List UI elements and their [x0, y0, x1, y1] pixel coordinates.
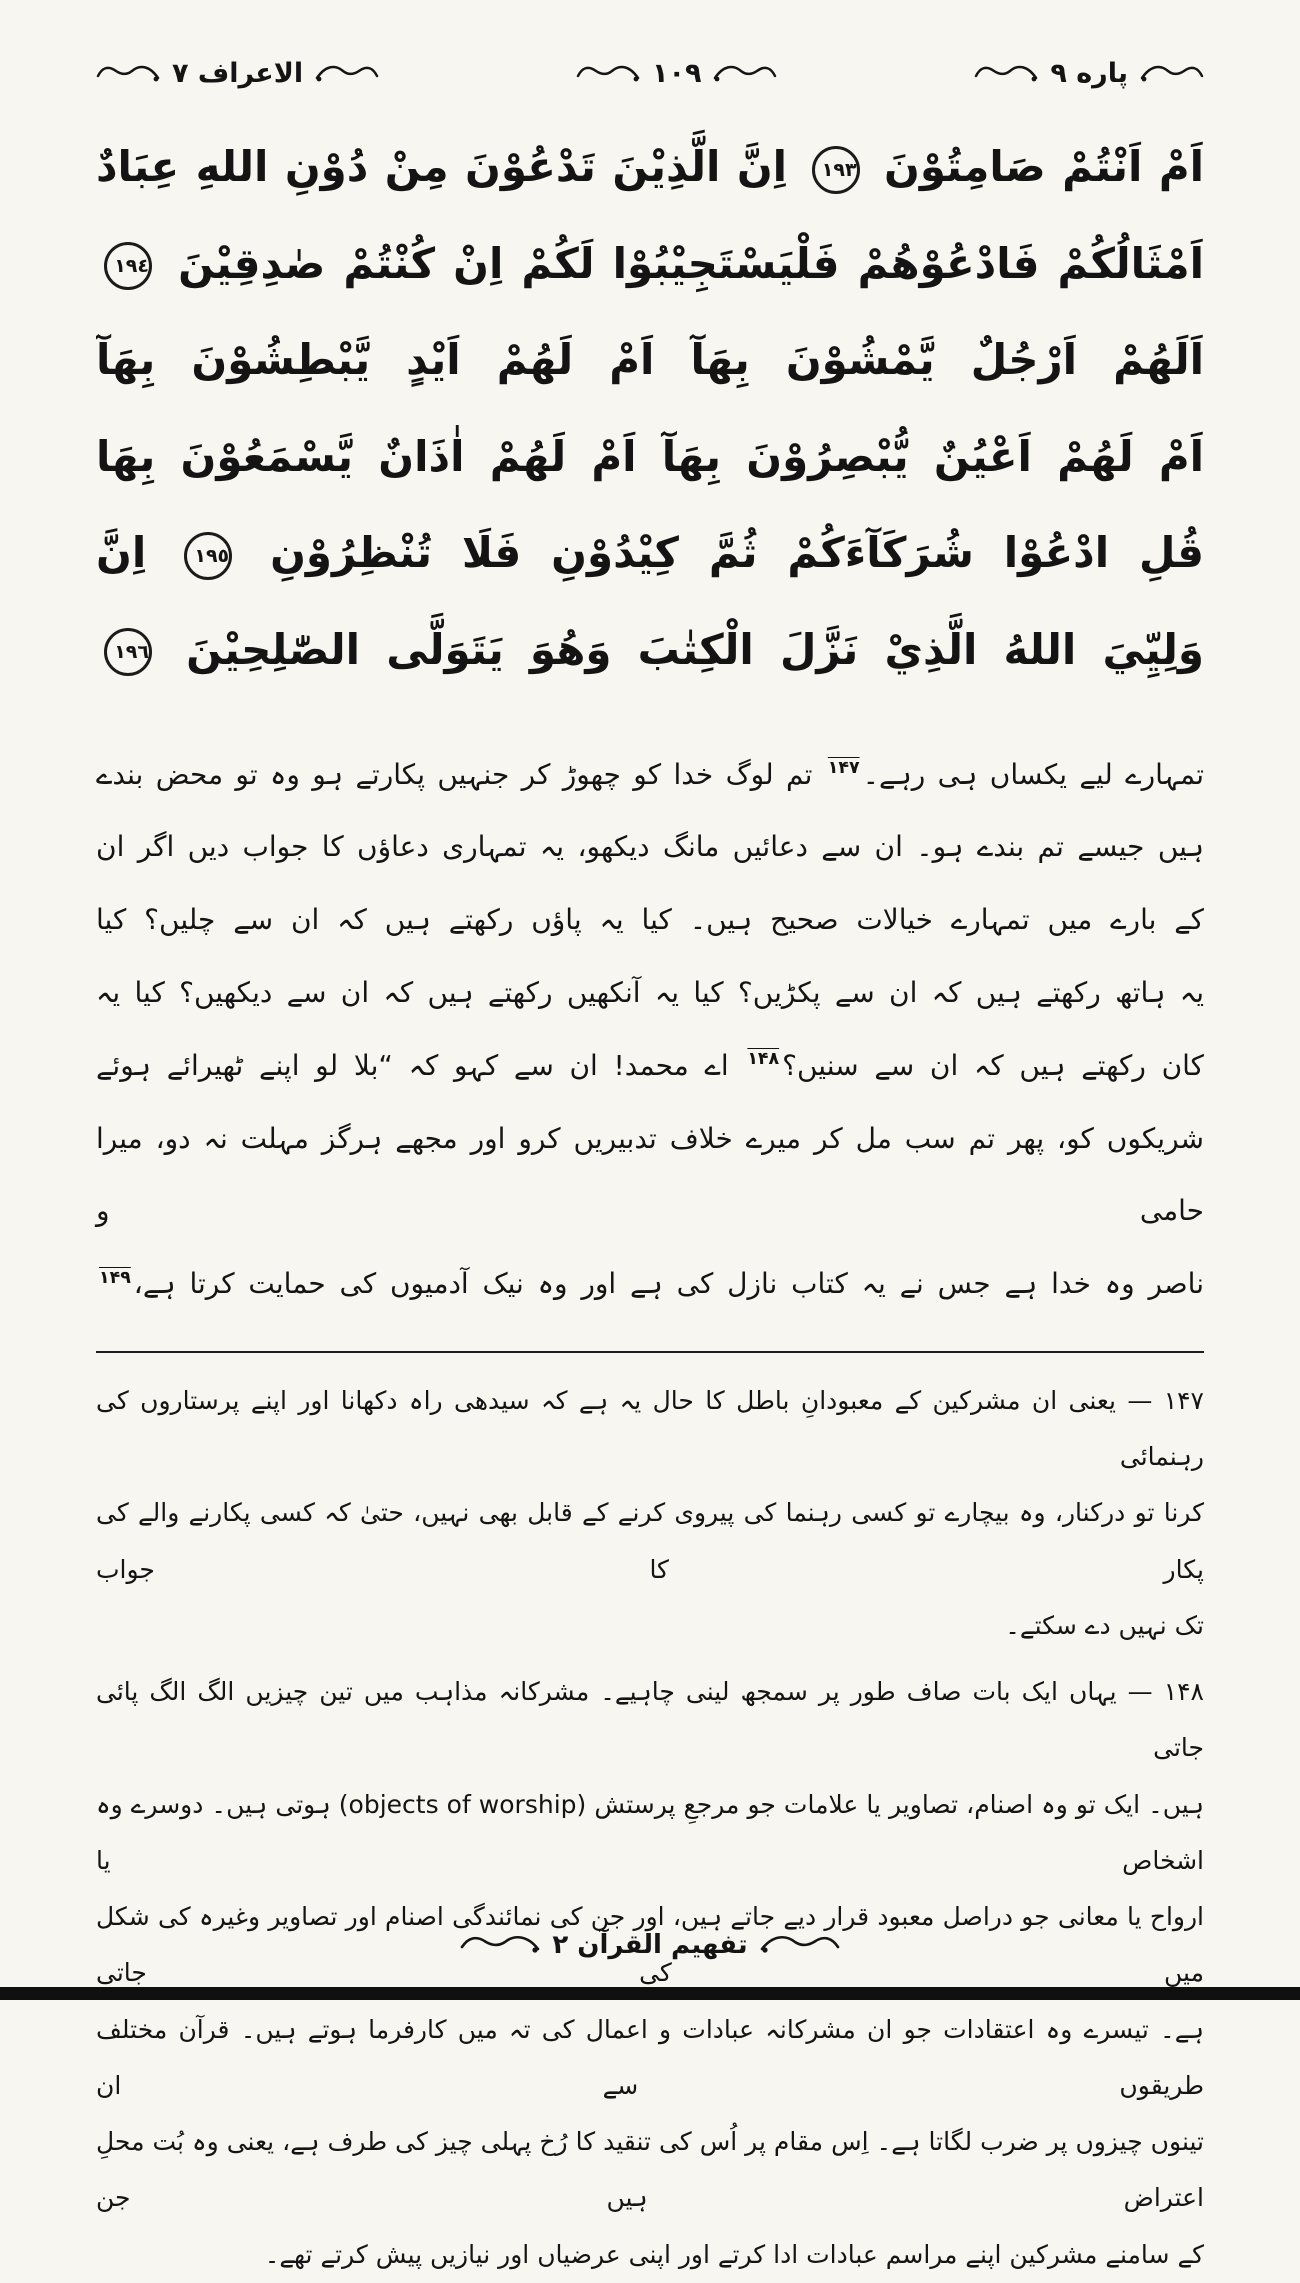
quran-line: [96, 505, 1204, 602]
verse-number-badge: ١٩٥: [184, 532, 232, 580]
flourish-icon: [460, 1933, 540, 1957]
footnote-ref: ۱۴۹: [99, 1267, 131, 1288]
quran-line: [96, 409, 1204, 506]
para-cartouche: [974, 58, 1204, 89]
footnote-line: ۱۴۸ — یہاں ایک بات صاف طور پر سمجھ لینی چاہیے۔ مشرکانہ مذاہب میں تین چیزیں الگ الگ پائی جاتی: [96, 1677, 1204, 1763]
translation-text: اے محمد! ان سے کہو کہ “بلا لو اپنے ٹھیرائے ہوئے: [96, 1048, 729, 1082]
urdu-translation-section: [96, 739, 1204, 1321]
quran-line: [96, 216, 1204, 313]
translation-line: [96, 1248, 1204, 1321]
translation-line: [96, 811, 1204, 884]
translation-text: یہ ہاتھ رکھتے ہیں کہ ان سے پکڑیں؟ کیا یہ آنکھیں رکھتے ہیں کہ ان سے دیکھیں؟ کیا یہ: [96, 975, 1204, 1009]
flourish-icon: [760, 1933, 840, 1957]
footnotes-section: [96, 1373, 1204, 2283]
translation-line: [96, 739, 1204, 812]
quran-text: وَلِيِّيَ اللهُ الَّذِيْ نَزَّلَ الْكِتٰبَ وَهُوَ يَتَوَلَّى الصّٰلِحِيْنَ: [186, 624, 1204, 674]
flourish-icon: [713, 63, 777, 85]
page-footer: [0, 1930, 1300, 1960]
verse-number-badge: ١٩٤: [104, 242, 152, 290]
translation-line: [96, 1103, 1204, 1249]
footnote-line: تینوں چیزوں پر ضرب لگاتا ہے۔ اِس مقام پر اُس کی تنقید کا رُخ پہلی چیز کی طرف ہے، یعنی وہ بُت محلِ اعتراض ہیں جن: [96, 2127, 1204, 2213]
translation-text: کان رکھتے ہیں کہ ان سے سنیں؟: [782, 1048, 1205, 1082]
page-header: [96, 58, 1204, 89]
para-label: پاره ۹: [1050, 58, 1128, 89]
flourish-icon: [96, 63, 160, 85]
footnote-line: ارواح یا معانی جو دراصل معبود قرار دیے جاتے ہیں، اور جن کی نمائندگی اصنام اور تصاویر وغیرہ کی شکل میں کی جاتی: [96, 1902, 1204, 1988]
quran-text: اِنَّ: [96, 528, 147, 578]
quran-text: اِنَّ الَّذِيْنَ تَدْعُوْنَ مِنْ دُوْنِ اللهِ عِبَادٌ: [96, 142, 788, 191]
translation-text: ناصر وہ خدا ہے جس نے یہ کتاب نازل کی ہے اور وہ نیک آدمیوں کی حمایت کرتا ہے،: [133, 1267, 1204, 1301]
verse-number-badge: ١٩٣: [812, 146, 860, 194]
page-number: ۱۰۹: [652, 58, 702, 89]
surah-cartouche: [96, 58, 379, 89]
quran-line: [96, 312, 1204, 409]
footnote-147: [96, 1373, 1204, 1654]
quran-text: اَمْثَالُكُمْ فَادْعُوْهُمْ فَلْيَسْتَجِيْبُوْا لَكُمْ اِنْ كُنْتُمْ صٰدِقِيْنَ: [178, 238, 1204, 288]
quran-text: اَلَهُمْ اَرْجُلٌ يَّمْشُوْنَ بِهَآ اَمْ لَهُمْ اَيْدٍ يَّبْطِشُوْنَ بِهَآ: [96, 335, 1204, 385]
footnote-line: کے سامنے مشرکین اپنے مراسم عبادات ادا کرتے اور اپنی عرضیاں اور نیازیں پیش کرتے تھے۔: [264, 2239, 1204, 2269]
quran-text: اَمْ اَنْتُمْ صَامِتُوْنَ: [884, 142, 1204, 191]
footnote-line: کرنا تو درکنار، وہ بیچارے تو کسی رہنما کی پیروی کرنے کے قابل بھی نہیں، حتیٰ کہ کسی پکارنے والے کی پکار کا جواب: [96, 1498, 1204, 1584]
quran-line: [96, 119, 1204, 216]
book-title: تفهيم القرآن ۲: [552, 1930, 748, 1960]
section-divider: [96, 1351, 1204, 1353]
translation-line: [96, 884, 1204, 957]
flourish-icon: [974, 63, 1038, 85]
footnote-line: ہے۔ تیسرے وہ اعتقادات جو ان مشرکانہ عبادات و اعمال کی تہ میں کارفرما ہوتے ہیں۔ قرآن مختلف طریقوں سے ان: [96, 2014, 1204, 2100]
translation-text: تم لوگ خدا کو چھوڑ کر جنہیں پکارتے ہو وہ تو محض بندے: [96, 757, 813, 791]
footnote-ref: ۱۴۸: [747, 1049, 780, 1070]
translation-text: تمہارے لیے یکساں ہی رہے۔: [862, 757, 1205, 791]
scan-edge-bar: [0, 1987, 1300, 2000]
quran-text-section: [96, 119, 1204, 699]
quran-text: اَمْ لَهُمْ اَعْيُنٌ يُّبْصِرُوْنَ بِهَآ اَمْ لَهُمْ اٰذَانٌ يَّسْمَعُوْنَ بِهَا: [96, 431, 1204, 481]
translation-text: کے بارے میں تمہارے خیالات صحیح ہیں۔ کیا یہ پاؤں رکھتے ہیں کہ ان سے چلیں؟ کیا: [96, 903, 1204, 937]
flourish-icon: [576, 63, 640, 85]
verse-number-badge: ١٩٦: [104, 628, 152, 676]
footnote-line: ۱۴۷ — یعنی ان مشرکین کے معبودانِ باطل کا حال یہ ہے کہ سیدھی راہ دکھانا اور اپنے پرستاروں کی رہنمائی: [96, 1385, 1204, 1472]
translation-text: ہیں جیسے تم بندے ہو۔ ان سے دعائیں مانگ دیکھو، یہ تمہاری دعاؤں کا جواب دیں اگر ان: [96, 830, 1204, 864]
footnote-line: ہیں۔ ایک تو وہ اصنام، تصاویر یا علامات جو مرجعِ پرستش (objects of worship) ہوتی ہیں۔ دوسرے وہ اشخاص یا: [96, 1789, 1204, 1875]
quran-line: [96, 602, 1204, 699]
flourish-icon: [315, 63, 379, 85]
footnote-ref: ۱۴۷: [827, 758, 860, 779]
page-number-cartouche: [576, 58, 777, 89]
quran-text: قُلِ ادْعُوْا شُرَكَآءَكُمْ ثُمَّ كِيْدُوْنِ فَلَا تُنْظِرُوْنِ: [270, 528, 1204, 578]
footnote-148: [96, 1664, 1204, 2283]
footnote-line: تک نہیں دے سکتے۔: [1005, 1610, 1204, 1640]
translation-line: [96, 1030, 1204, 1103]
surah-label: الاعراف ۷: [172, 58, 304, 89]
translation-text: شریکوں کو، پھر تم سب مل کر میرے خلاف تدبیریں کرو اور مجھے ہرگز مہلت نہ دو، میرا حامی و: [96, 1121, 1204, 1228]
translation-line: [96, 957, 1204, 1030]
flourish-icon: [1140, 63, 1204, 85]
